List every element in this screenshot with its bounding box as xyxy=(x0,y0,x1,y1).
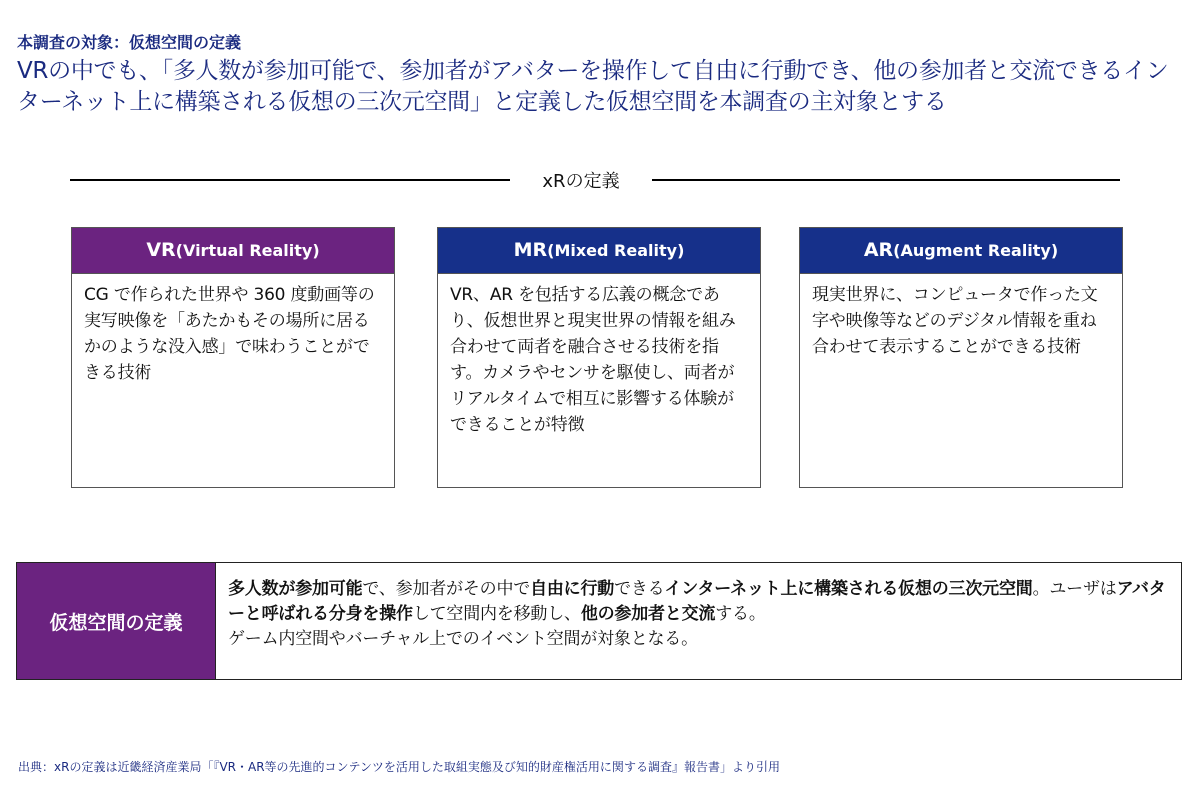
divider-line-left xyxy=(70,179,510,181)
card-ar-abbr: AR xyxy=(863,239,894,261)
definition-segment: で、参加者がその中で xyxy=(362,579,531,599)
definition-label: 仮想空間の定義 xyxy=(17,563,216,679)
definition-segment: インターネット上に構築される仮想の三次元空間 xyxy=(664,579,1033,599)
definition-segment: 多人数が参加可能 xyxy=(228,579,363,599)
definition-note: ゲーム内空間やバーチャル上でのイベント空間が対象となる。 xyxy=(228,629,698,649)
xr-definition-divider xyxy=(70,165,1120,195)
definition-body xyxy=(216,563,1181,679)
card-mr-header xyxy=(438,228,760,273)
slide-label: 本調査の対象：仮想空間の定義 xyxy=(17,33,242,52)
card-ar xyxy=(799,227,1123,488)
definition-segment: する。 xyxy=(715,604,766,624)
definition-segment: 。ユーザは xyxy=(1032,579,1117,599)
card-mr-body: VR、AR を包括する広義の概念であり、仮想世界と現実世界の情報を組み合わせて両者を融合させる技術を指す。カメラやセンサを駆使し、両者がリアルタイムで相互に影響する体験ができることが特徴 xyxy=(438,273,760,446)
card-mr xyxy=(437,227,761,488)
virtual-space-definition-box xyxy=(16,562,1182,680)
definition-segment: して空間内を移動し、 xyxy=(412,604,581,624)
card-ar-header xyxy=(800,228,1122,273)
headline: VRの中でも、「多人数が参加可能で、参加者がアバターを操作して自由に行動でき、他の参加者と交流できるインターネット上に構築される仮想の三次元空間」と定義した仮想空間を本調査の主対象とする xyxy=(17,58,1169,115)
source-citation: 出典：xRの定義は近畿経済産業局「『VR・AR等の先進的コンテンツを活用した取組実態及び知的財産権活用に関する調査』報告書」より引用 xyxy=(18,760,780,774)
card-vr xyxy=(71,227,395,488)
card-vr-body: CG で作られた世界や 360 度動画等の実写映像を「あたかもその場所に居るかのような没入感」で味わうことができる技術 xyxy=(72,273,394,394)
definition-segment: できる xyxy=(614,579,665,599)
card-ar-body: 現実世界に、コンピュータで作った文字や映像等などのデジタル情報を重ね合わせて表示することができる技術 xyxy=(800,273,1122,368)
divider-line-right xyxy=(652,179,1120,181)
definition-segment: 他の参加者と交流 xyxy=(580,604,716,624)
definition-segment: アバターと呼ばれる分身を操作 xyxy=(228,579,1166,624)
definition-text xyxy=(228,579,1166,624)
card-mr-sub: (Mixed Reality) xyxy=(547,241,685,260)
xr-definition-title: xRの定義 xyxy=(542,171,620,192)
definition-segment: 自由に行動 xyxy=(530,579,615,599)
card-vr-abbr: VR xyxy=(146,239,176,261)
card-mr-abbr: MR xyxy=(513,239,548,261)
card-vr-sub: (Virtual Reality) xyxy=(175,241,320,260)
card-ar-sub: (Augment Reality) xyxy=(893,241,1059,260)
card-vr-header xyxy=(72,228,394,273)
